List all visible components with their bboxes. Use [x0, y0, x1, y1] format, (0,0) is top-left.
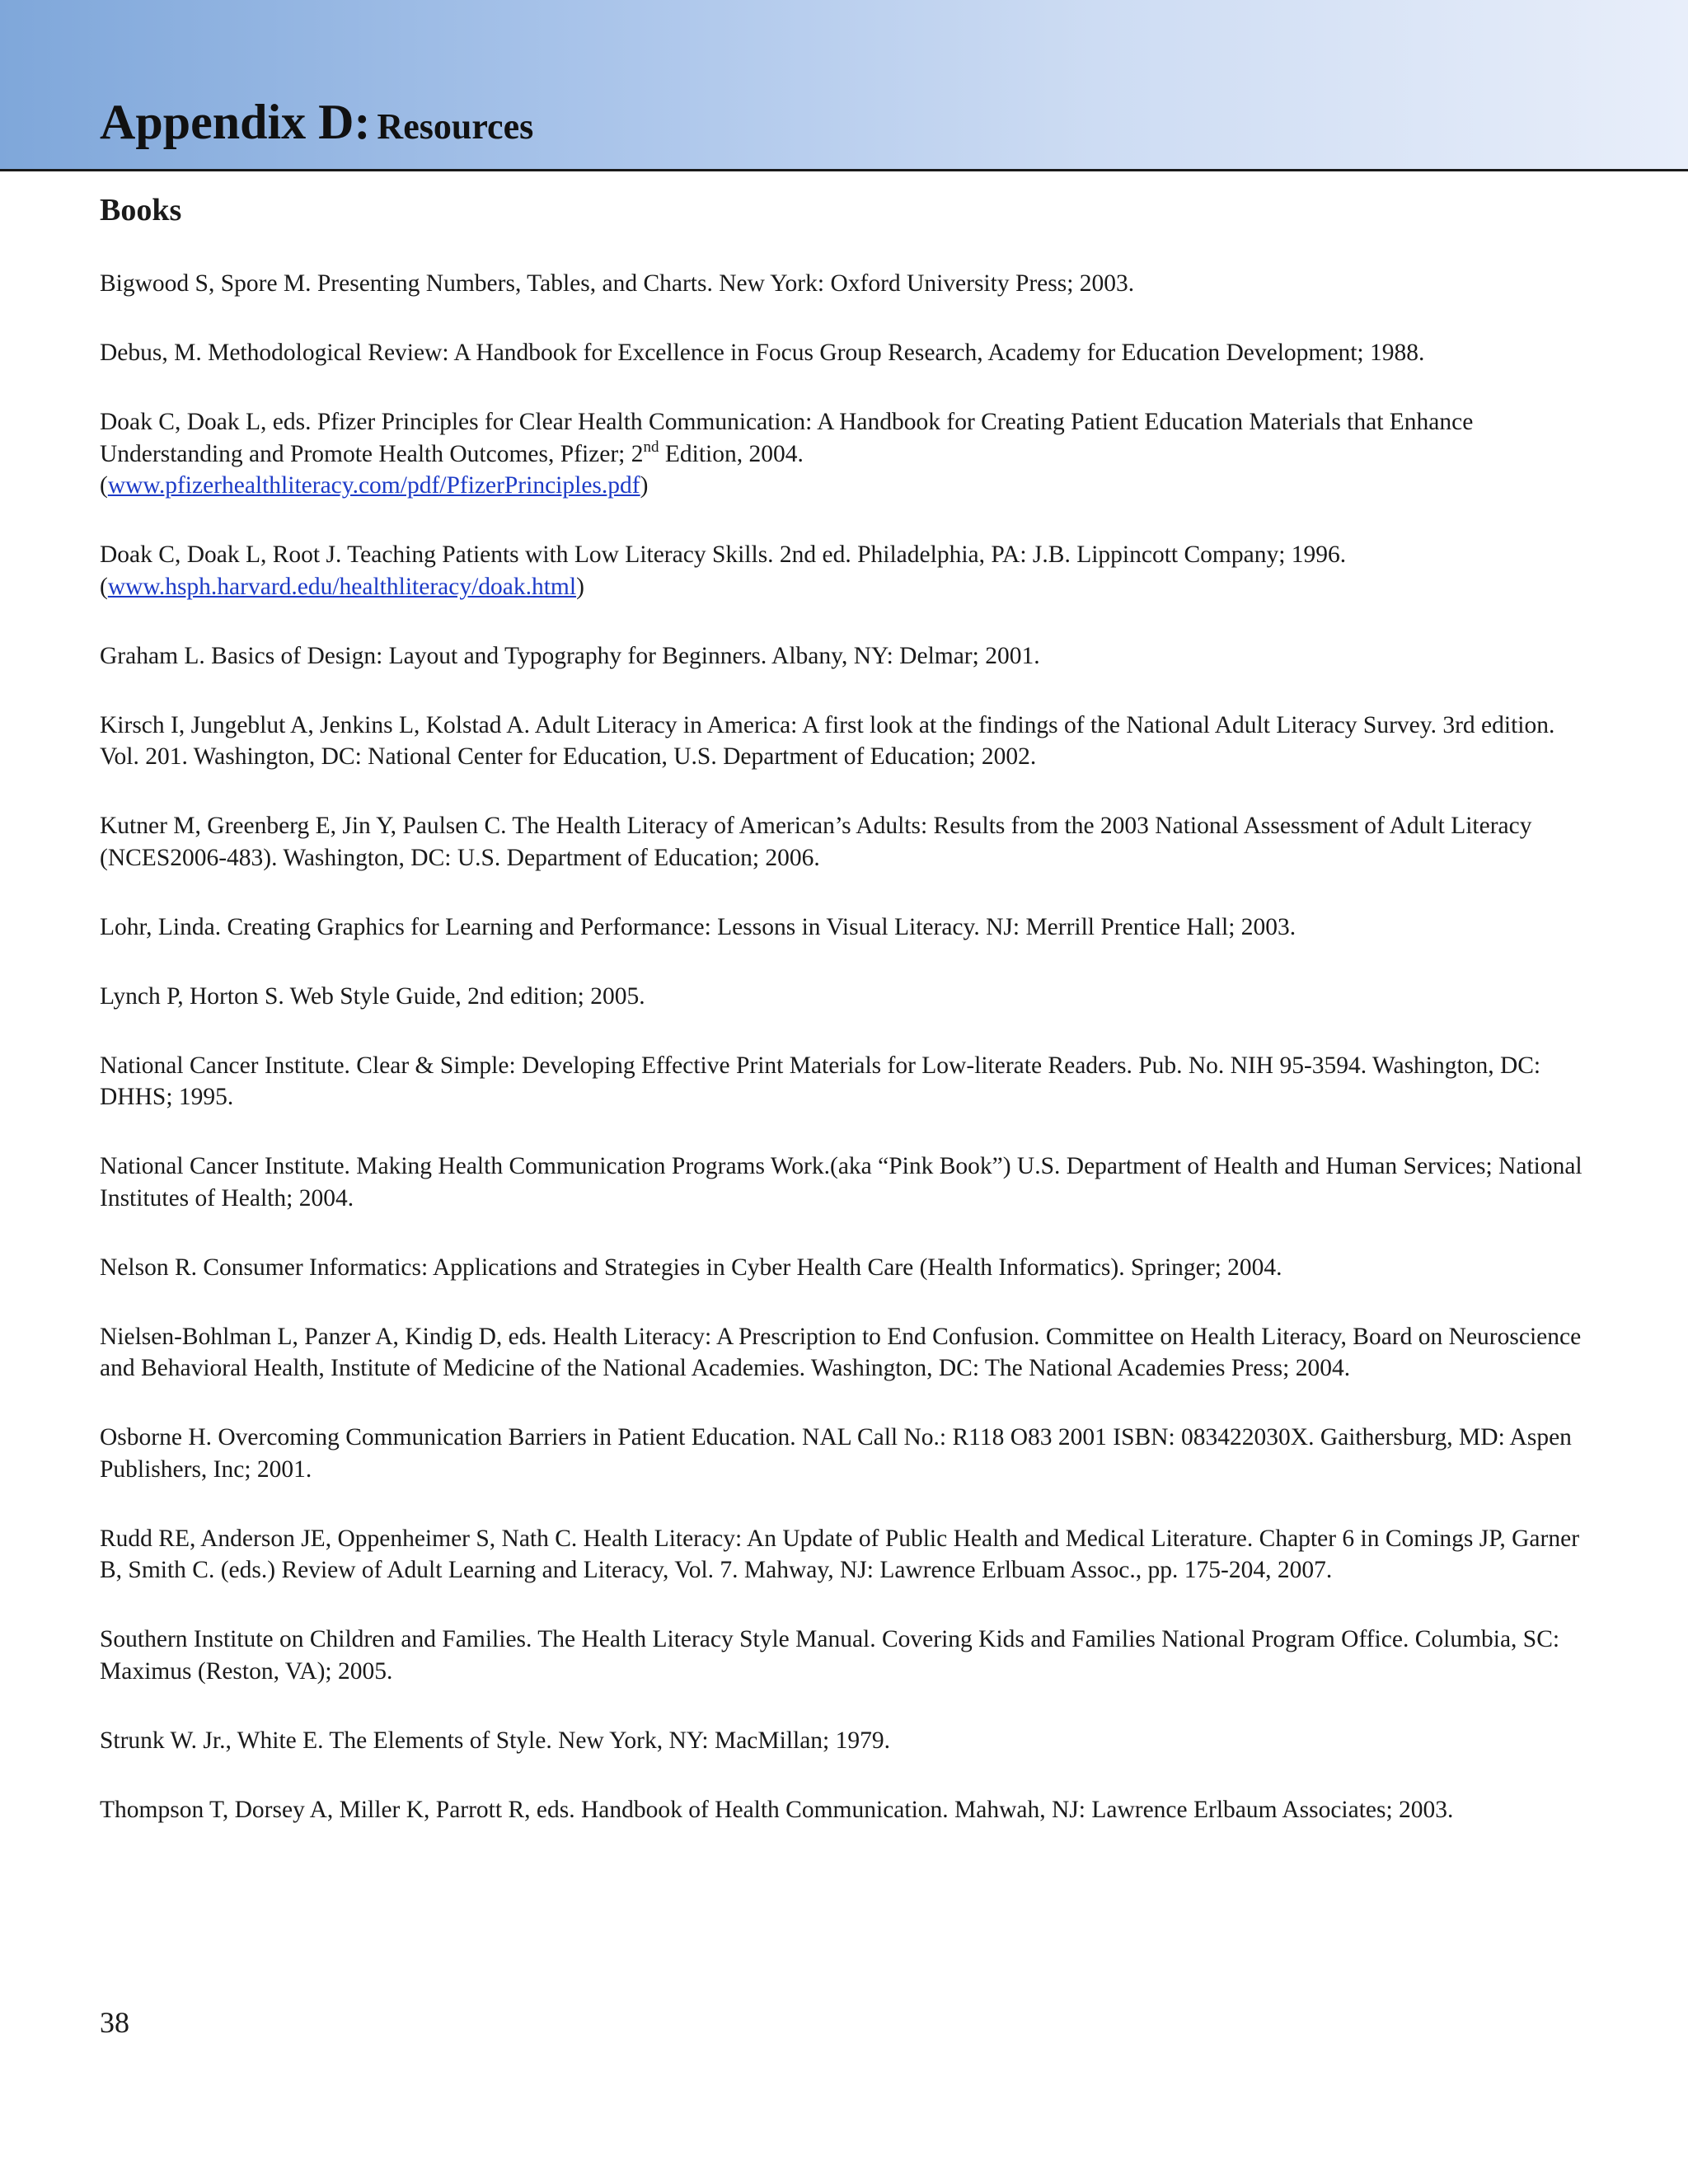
- paren-open: (: [100, 472, 108, 499]
- reference-text: Nelson R. Consumer Informatics: Applications and Strategies in Cyber Health Care (Health Informatics). Springer; 2004.: [100, 1254, 1282, 1281]
- paren-close: ): [576, 573, 584, 600]
- reference-text: Graham L. Basics of Design: Layout and Typography for Beginners. Albany, NY: Delmar; 2001.: [100, 642, 1040, 669]
- title-sub: Resources: [377, 106, 534, 147]
- reference-item: [100, 1151, 1592, 1214]
- reference-list: [100, 268, 1592, 1863]
- reference-text: Doak C, Doak L, Root J. Teaching Patients with Low Literacy Skills. 2nd ed. Philadelphia, PA: J.B. Lippincott Company; 1996.: [100, 541, 1347, 568]
- reference-text: Southern Institute on Children and Families. The Health Literacy Style Manual. Covering Kids and Families National Program Office. Columbia, SC: Maximus (Reston, VA); 2005.: [100, 1626, 1560, 1685]
- reference-text: National Cancer Institute. Clear & Simple: Developing Effective Print Materials for Low-literate Readers. Pub. No. NIH 95-3594. Washington, DC: DHHS; 1995.: [100, 1052, 1541, 1110]
- reference-item: [100, 1050, 1592, 1113]
- reference-text: Doak C, Doak L, eds. Pfizer Principles for Clear Health Communication: A Handbook for Creating Patient Education Materials that Enhance Understanding and Promote Health Outcomes, Pfizer; 2: [100, 409, 1474, 467]
- reference-text: Kutner M, Greenberg E, Jin Y, Paulsen C. The Health Literacy of American’s Adults: Results from the 2003 National Assessment of Adult Literacy (NCES2006-483). Washington, DC: U.S. Department of Education; 2006.: [100, 813, 1532, 871]
- reference-text: Osborne H. Overcoming Communication Barriers in Patient Education. NAL Call No.: R118 O83 2001 ISBN: 083422030X. Gaithersburg, MD: Aspen Publishers, Inc; 2001.: [100, 1424, 1572, 1483]
- reference-text: Nielsen-Bohlman L, Panzer A, Kindig D, eds. Health Literacy: A Prescription to End Confusion. Committee on Health Literacy, Board on Neuroscience and Behavioral Health, Institute of Medicine of the National Academies. Washington, DC: The National Academies Press; 2004.: [100, 1323, 1582, 1381]
- reference-item: [100, 1725, 1592, 1757]
- reference-item: [100, 1321, 1592, 1385]
- reference-item: [100, 1794, 1592, 1826]
- reference-item: [100, 710, 1592, 773]
- reference-item: [100, 912, 1592, 944]
- reference-item: [100, 640, 1592, 673]
- reference-text: Bigwood S, Spore M. Presenting Numbers, Tables, and Charts. New York: Oxford University Press; 2003.: [100, 270, 1135, 297]
- reference-text: Lohr, Linda. Creating Graphics for Learning and Performance: Lessons in Visual Literacy. NJ: Merrill Prentice Hall; 2003.: [100, 913, 1296, 940]
- reference-item: [100, 1624, 1592, 1687]
- reference-item: [100, 981, 1592, 1013]
- header-band: [0, 0, 1688, 171]
- reference-item: [100, 406, 1592, 502]
- reference-text: Debus, M. Methodological Review: A Handbook for Excellence in Focus Group Research, Academy for Education Development; 1988.: [100, 340, 1425, 366]
- harvard-doak-link[interactable]: www.hsph.harvard.edu/healthliteracy/doak.html: [107, 573, 577, 600]
- reference-text: Thompson T, Dorsey A, Miller K, Parrott R, eds. Handbook of Health Communication. Mahwah, NJ: Lawrence Erlbaum Associates; 2003.: [100, 1796, 1454, 1823]
- reference-item: [100, 1422, 1592, 1485]
- reference-text: Kirsch I, Jungeblut A, Jenkins L, Kolstad A. Adult Literacy in America: A first look at the findings of the National Adult Literacy Survey. 3rd edition. Vol. 201. Washington, DC: National Center for Education, U.S. Department of Education; 2002.: [100, 711, 1555, 770]
- title-main: Appendix D:: [100, 95, 371, 149]
- reference-item: [100, 539, 1592, 602]
- reference-item: [100, 268, 1592, 300]
- section-heading-books: Books: [100, 193, 182, 227]
- page-title: [100, 97, 533, 147]
- reference-item: [100, 810, 1592, 874]
- reference-item: [100, 337, 1592, 369]
- reference-text-end: Edition, 2004.: [659, 440, 804, 467]
- superscript: nd: [643, 438, 659, 456]
- paren-open: (: [100, 573, 108, 600]
- reference-text: National Cancer Institute. Making Health Communication Programs Work.(aka “Pink Book”) U.S. Department of Health and Human Services; National Institutes of Health; 2004.: [100, 1153, 1582, 1212]
- page-number: 38: [100, 2006, 129, 2039]
- reference-text: Rudd RE, Anderson JE, Oppenheimer S, Nath C. Health Literacy: An Update of Public Health and Medical Literature. Chapter 6 in Comings JP, Garner B, Smith C. (eds.) Review of Adult Learning and Literacy, Vol. 7. Mahway, NJ: Lawrence Erlbuam Assoc., pp. 175-204, 2007.: [100, 1525, 1580, 1583]
- reference-text: Lynch P, Horton S. Web Style Guide, 2nd edition; 2005.: [100, 982, 645, 1010]
- reference-text: Strunk W. Jr., White E. The Elements of Style. New York, NY: MacMillan; 1979.: [100, 1727, 890, 1754]
- paren-close: ): [640, 472, 649, 499]
- reference-item: [100, 1523, 1592, 1586]
- pfizer-principles-link[interactable]: www.pfizerhealthliteracy.com/pdf/PfizerPrinciples.pdf: [107, 472, 640, 499]
- reference-item: [100, 1252, 1592, 1284]
